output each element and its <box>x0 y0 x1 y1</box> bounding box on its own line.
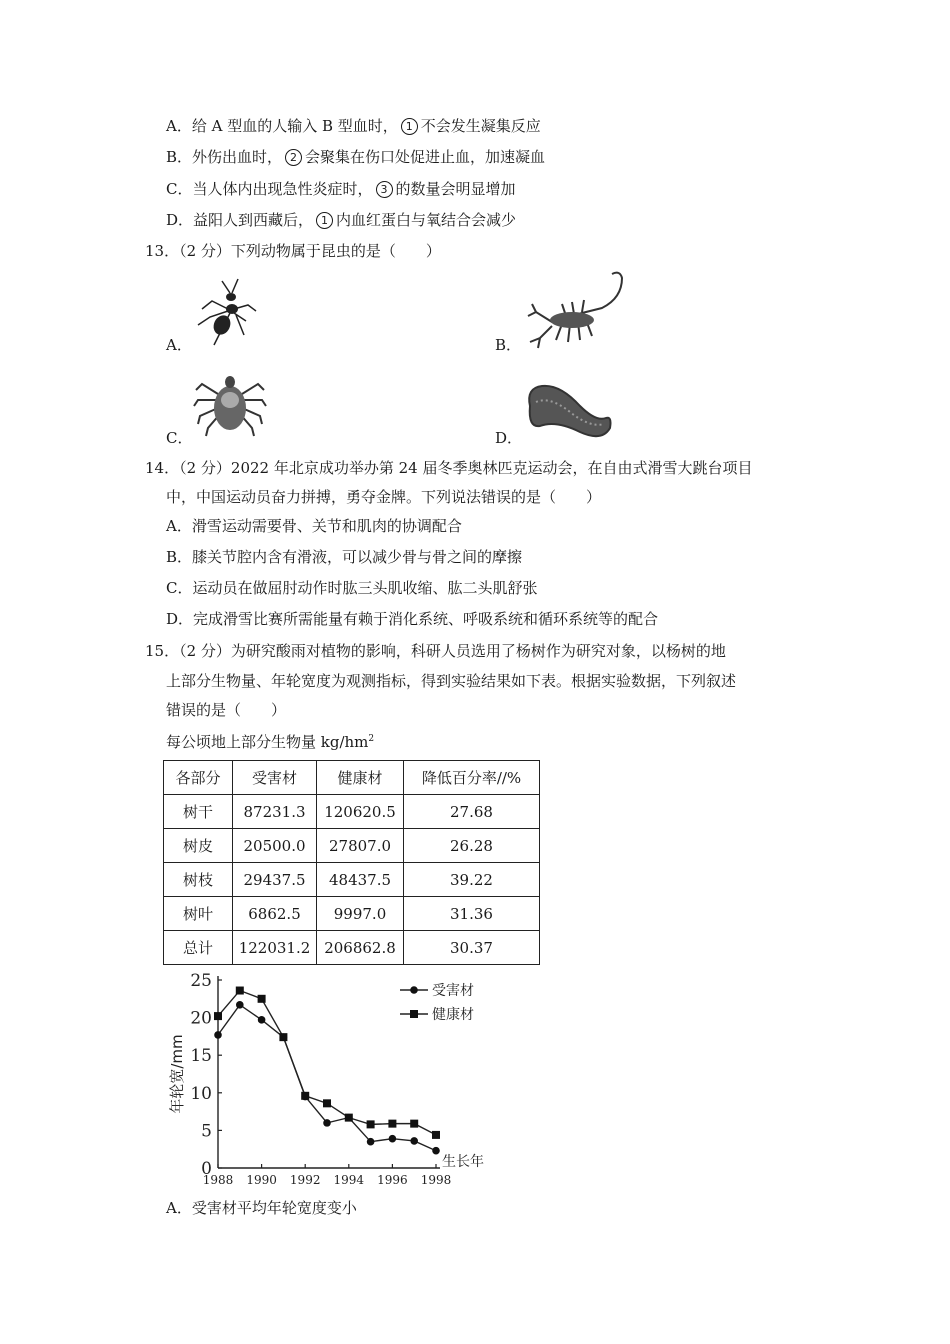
table-cell: 9997.0 <box>317 897 404 931</box>
data-point-square <box>345 1114 353 1122</box>
data-point-square <box>236 987 244 995</box>
x-tick-label: 1996 <box>377 1173 408 1187</box>
y-tick-label: 15 <box>190 1046 212 1067</box>
x-tick-label: 1988 <box>202 1173 234 1187</box>
legend-label: 受害材 <box>432 983 474 999</box>
ring-width-chart <box>160 968 500 1193</box>
data-point-circle <box>258 1016 266 1024</box>
chart-series <box>214 987 440 1155</box>
table-cell: 206862.8 <box>317 931 404 965</box>
scorpion-image[interactable] <box>522 268 632 353</box>
q13-option-a-label[interactable]: A． <box>166 336 192 354</box>
y-tick-label: 25 <box>190 971 212 991</box>
x-axis-label: 生长年 <box>442 1154 484 1170</box>
chart-legend <box>400 982 474 1023</box>
table-cell: 6862.5 <box>233 897 317 931</box>
chart-axes <box>218 976 440 1168</box>
y-tick-label: 5 <box>201 1121 212 1142</box>
data-point-circle <box>236 1001 244 1009</box>
table-caption: 每公顷地上部分生物量 $kg/hm^2$ <box>166 733 375 751</box>
data-point-circle <box>389 1135 397 1143</box>
legend-marker-circle <box>410 986 418 994</box>
table-row <box>164 931 540 965</box>
data-point-circle <box>323 1119 331 1127</box>
data-point-square <box>323 1099 331 1107</box>
q14-option-c[interactable]: C．运动员在做屈肘动作时肱三头肌收缩、肱二头肌舒张 <box>166 579 538 597</box>
data-point-square <box>258 995 266 1003</box>
table-header-cell: 降低百分率//% <box>404 761 540 795</box>
table-header-row <box>164 761 540 795</box>
data-point-square <box>367 1120 375 1128</box>
data-point-circle <box>410 1137 418 1145</box>
y-axis-label: 年轮宽/mm <box>168 1034 186 1114</box>
table-cell: 树叶 <box>164 897 233 931</box>
circled-number: 2 <box>285 149 302 166</box>
y-tick-label: 10 <box>190 1083 212 1104</box>
x-tick-labels <box>203 1173 452 1187</box>
data-point-square <box>301 1092 309 1100</box>
data-point-circle <box>214 1031 222 1039</box>
series-line-1 <box>218 1005 436 1151</box>
q15-stem-line1: 15．（2 分）为研究酸雨对植物的影响，科研人员选用了杨树作为研究对象，以杨树的地 <box>145 642 726 660</box>
q15-stem-line3: 错误的是（ ） <box>166 701 287 719</box>
q14-option-b[interactable]: B．膝关节腔内含有滑液，可以减少骨与骨之间的摩擦 <box>166 548 523 566</box>
table-header-cell: 健康材 <box>317 761 404 795</box>
caterpillar-image[interactable] <box>520 376 615 446</box>
table-cell: 122031.2 <box>233 931 317 965</box>
q13-option-b-label[interactable]: B． <box>495 336 522 354</box>
table-cell: 27807.0 <box>317 829 404 863</box>
q13-stem: 13．（2 分）下列动物属于昆虫的是（ ） <box>145 242 441 260</box>
table-cell: 树枝 <box>164 863 233 897</box>
table-cell: 30.37 <box>404 931 540 965</box>
x-tick-label: 1990 <box>246 1173 277 1187</box>
biomass-table <box>163 760 540 965</box>
q12-option-d[interactable]: D．益阳人到西藏后， 1 内血红蛋白与氧结合会减少 <box>166 211 517 229</box>
ant-image[interactable] <box>192 275 262 350</box>
table-row <box>164 897 540 931</box>
legend-marker-square <box>410 1010 418 1018</box>
table-header-cell: 受害材 <box>233 761 317 795</box>
table-row <box>164 795 540 829</box>
table-cell: 树皮 <box>164 829 233 863</box>
x-tick-label: 1998 <box>420 1173 452 1187</box>
table-row <box>164 829 540 863</box>
table-cell: 27.68 <box>404 795 540 829</box>
q12-option-c[interactable]: C．当人体内出现急性炎症时， 3 的数量会明显增加 <box>166 180 516 198</box>
circled-number: 1 <box>401 118 418 135</box>
table-row <box>164 863 540 897</box>
data-point-square <box>214 1012 222 1020</box>
table-cell: 39.22 <box>404 863 540 897</box>
q14-option-d[interactable]: D．完成滑雪比赛所需能量有赖于消化系统、呼吸系统和循环系统等的配合 <box>166 610 659 628</box>
table-cell: 树干 <box>164 795 233 829</box>
table-cell: 20500.0 <box>233 829 317 863</box>
q14-stem-line2: 中，中国运动员奋力拼搏，勇夺金牌。下列说法错误的是（ ） <box>166 488 602 506</box>
data-point-square <box>410 1120 418 1128</box>
q15-option-a[interactable]: A．受害材平均年轮宽度变小 <box>166 1199 357 1217</box>
q15-stem-line2: 上部分生物量、年轮宽度为观测指标，得到实验结果如下表。根据实验数据，下列叙述 <box>166 672 737 690</box>
q14-stem-line1: 14．（2 分）2022 年北京成功举办第 24 届冬季奥林匹克运动会，在自由式滑雪大跳台项目 <box>145 459 753 477</box>
q13-option-d-label[interactable]: D． <box>495 429 523 447</box>
y-tick-label: 0 <box>201 1159 212 1179</box>
q14-option-a[interactable]: A．滑雪运动需要骨、关节和肌肉的协调配合 <box>166 517 462 535</box>
table-cell: 120620.5 <box>317 795 404 829</box>
q12-option-a[interactable]: A．给 A 型血的人输入 B 型血时， 1 不会发生凝集反应 <box>166 117 541 135</box>
data-point-circle <box>432 1147 440 1155</box>
table-cell: 26.28 <box>404 829 540 863</box>
table-cell: 29437.5 <box>233 863 317 897</box>
data-point-circle <box>367 1138 375 1146</box>
table-cell: 总计 <box>164 931 233 965</box>
data-point-square <box>279 1033 287 1041</box>
y-tick-label: 20 <box>190 1008 212 1029</box>
table-header-cell: 各部分 <box>164 761 233 795</box>
table-cell: 48437.5 <box>317 863 404 897</box>
data-point-square <box>388 1120 396 1128</box>
q12-option-b[interactable]: B．外伤出血时， 2 会聚集在伤口处促进止血，加速凝血 <box>166 148 546 166</box>
tick-image[interactable] <box>190 364 270 444</box>
data-point-square <box>432 1131 440 1139</box>
table-cell: 87231.3 <box>233 795 317 829</box>
table-cell: 31.36 <box>404 897 540 931</box>
y-tick-labels <box>190 971 212 1179</box>
x-tick-label: 1994 <box>333 1173 365 1187</box>
legend-label: 健康材 <box>432 1007 474 1023</box>
circled-number: 3 <box>376 181 393 198</box>
q13-option-c-label[interactable]: C． <box>166 429 193 447</box>
x-tick-label: 1992 <box>289 1173 321 1187</box>
circled-number: 1 <box>316 212 333 229</box>
